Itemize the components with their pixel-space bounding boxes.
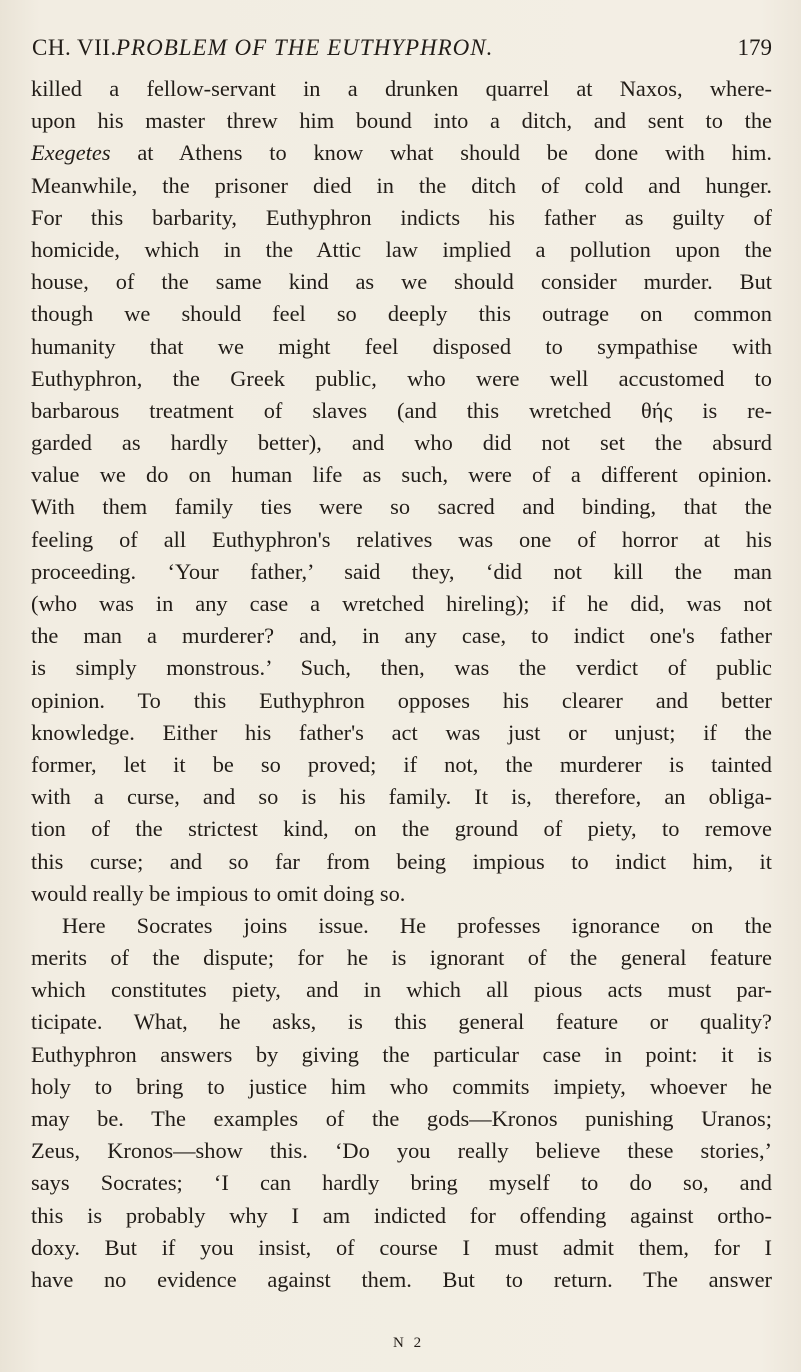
signature-mark: N 2 (393, 1335, 425, 1351)
text-line: humanity that we might feel disposed to sympathise with (31, 333, 772, 359)
paragraph-2 (31, 910, 772, 1296)
text-line: house, of the same kind as we should consider murder. But (31, 269, 772, 295)
chapter-label: CH. VII. (32, 35, 117, 60)
text-line: upon his master threw him bound into a ditch, and sent to the (31, 108, 772, 134)
text-line: For this barbarity, Euthyphron indicts his father as guilty of (31, 204, 772, 230)
text-line: Here Socrates joins issue. He professes ignorance on the (62, 912, 772, 938)
text-line: value we do on human life as such, were of a different opinion. (31, 462, 772, 488)
text-line: Meanwhile, the prisoner died in the ditch of cold and hunger. (31, 172, 772, 198)
text-line: though we should feel so deeply this outrage on common (31, 301, 772, 327)
body-text (31, 73, 772, 1296)
text-line: have no evidence against them. But to return. The answer (31, 1266, 772, 1292)
text-line: says Socrates; ‘I can hardly bring myself to do so, and (31, 1170, 772, 1196)
text-line: knowledge. Either his father's act was just or unjust; if the (31, 719, 772, 745)
text-line: which constitutes piety, and in which all pious acts must par- (31, 977, 772, 1003)
paragraph-1 (31, 73, 772, 910)
text-line: the man a murderer? and, in any case, to indict one's father (31, 623, 772, 649)
text-line: homicide, which in the Attic law implied a pollution upon the (31, 236, 772, 262)
text-line: doxy. But if you insist, of course I must admit them, for I (31, 1234, 772, 1260)
text-line: former, let it be so proved; if not, the murderer is tainted (31, 751, 772, 777)
text-line: (who was in any case a wretched hireling); if he did, was not (31, 591, 772, 616)
text-line: Euthyphron, the Greek public, who were well accustomed to (31, 365, 772, 391)
text-line: is simply monstrous.’ Such, then, was the verdict of public (31, 655, 772, 681)
text-line: would really be impious to omit doing so. (31, 880, 406, 906)
text-line: Euthyphron answers by giving the particular case in point: it is (31, 1041, 772, 1067)
text-line: With them family ties were so sacred and binding, that the (31, 494, 772, 520)
running-title: PROBLEM OF THE EUTHYPHRON. (116, 35, 494, 60)
text-line: proceeding. ‘Your father,’ said they, ‘did not kill the man (31, 558, 772, 584)
text-line: may be. The examples of the gods—Kronos punishing Uranos; (31, 1106, 772, 1131)
text-line: barbarous treatment of slaves (and this wretched θής is re- (31, 397, 772, 423)
text-line: Exegetes at Athens to know what should be done with him. (31, 140, 772, 166)
text-line: holy to bring to justice him who commits impiety, whoever he (31, 1073, 772, 1099)
text-line: killed a fellow-servant in a drunken quarrel at Naxos, where- (31, 76, 772, 101)
text-line: opinion. To this Euthyphron opposes his clearer and better (31, 687, 772, 713)
text-line: merits of the dispute; for he is ignorant of the general feature (31, 945, 772, 971)
text-line: this curse; and so far from being impious to indict him, it (31, 848, 772, 874)
page-header (30, 28, 772, 68)
text-line: ticipate. What, he asks, is this general feature or quality? (31, 1009, 772, 1035)
text-line: tion of the strictest kind, on the ground of piety, to remove (31, 816, 772, 842)
text-line: this is probably why I am indicted for offending against ortho- (31, 1202, 772, 1228)
page-number: 179 (737, 35, 772, 60)
text-line: with a curse, and so is his family. It is, therefore, an obliga- (31, 784, 772, 810)
text-line: garded as hardly better), and who did not set the absurd (31, 430, 772, 456)
text-line: Zeus, Kronos—show this. ‘Do you really believe these stories,’ (31, 1138, 772, 1164)
text-line: feeling of all Euthyphron's relatives was one of horror at his (31, 526, 772, 552)
